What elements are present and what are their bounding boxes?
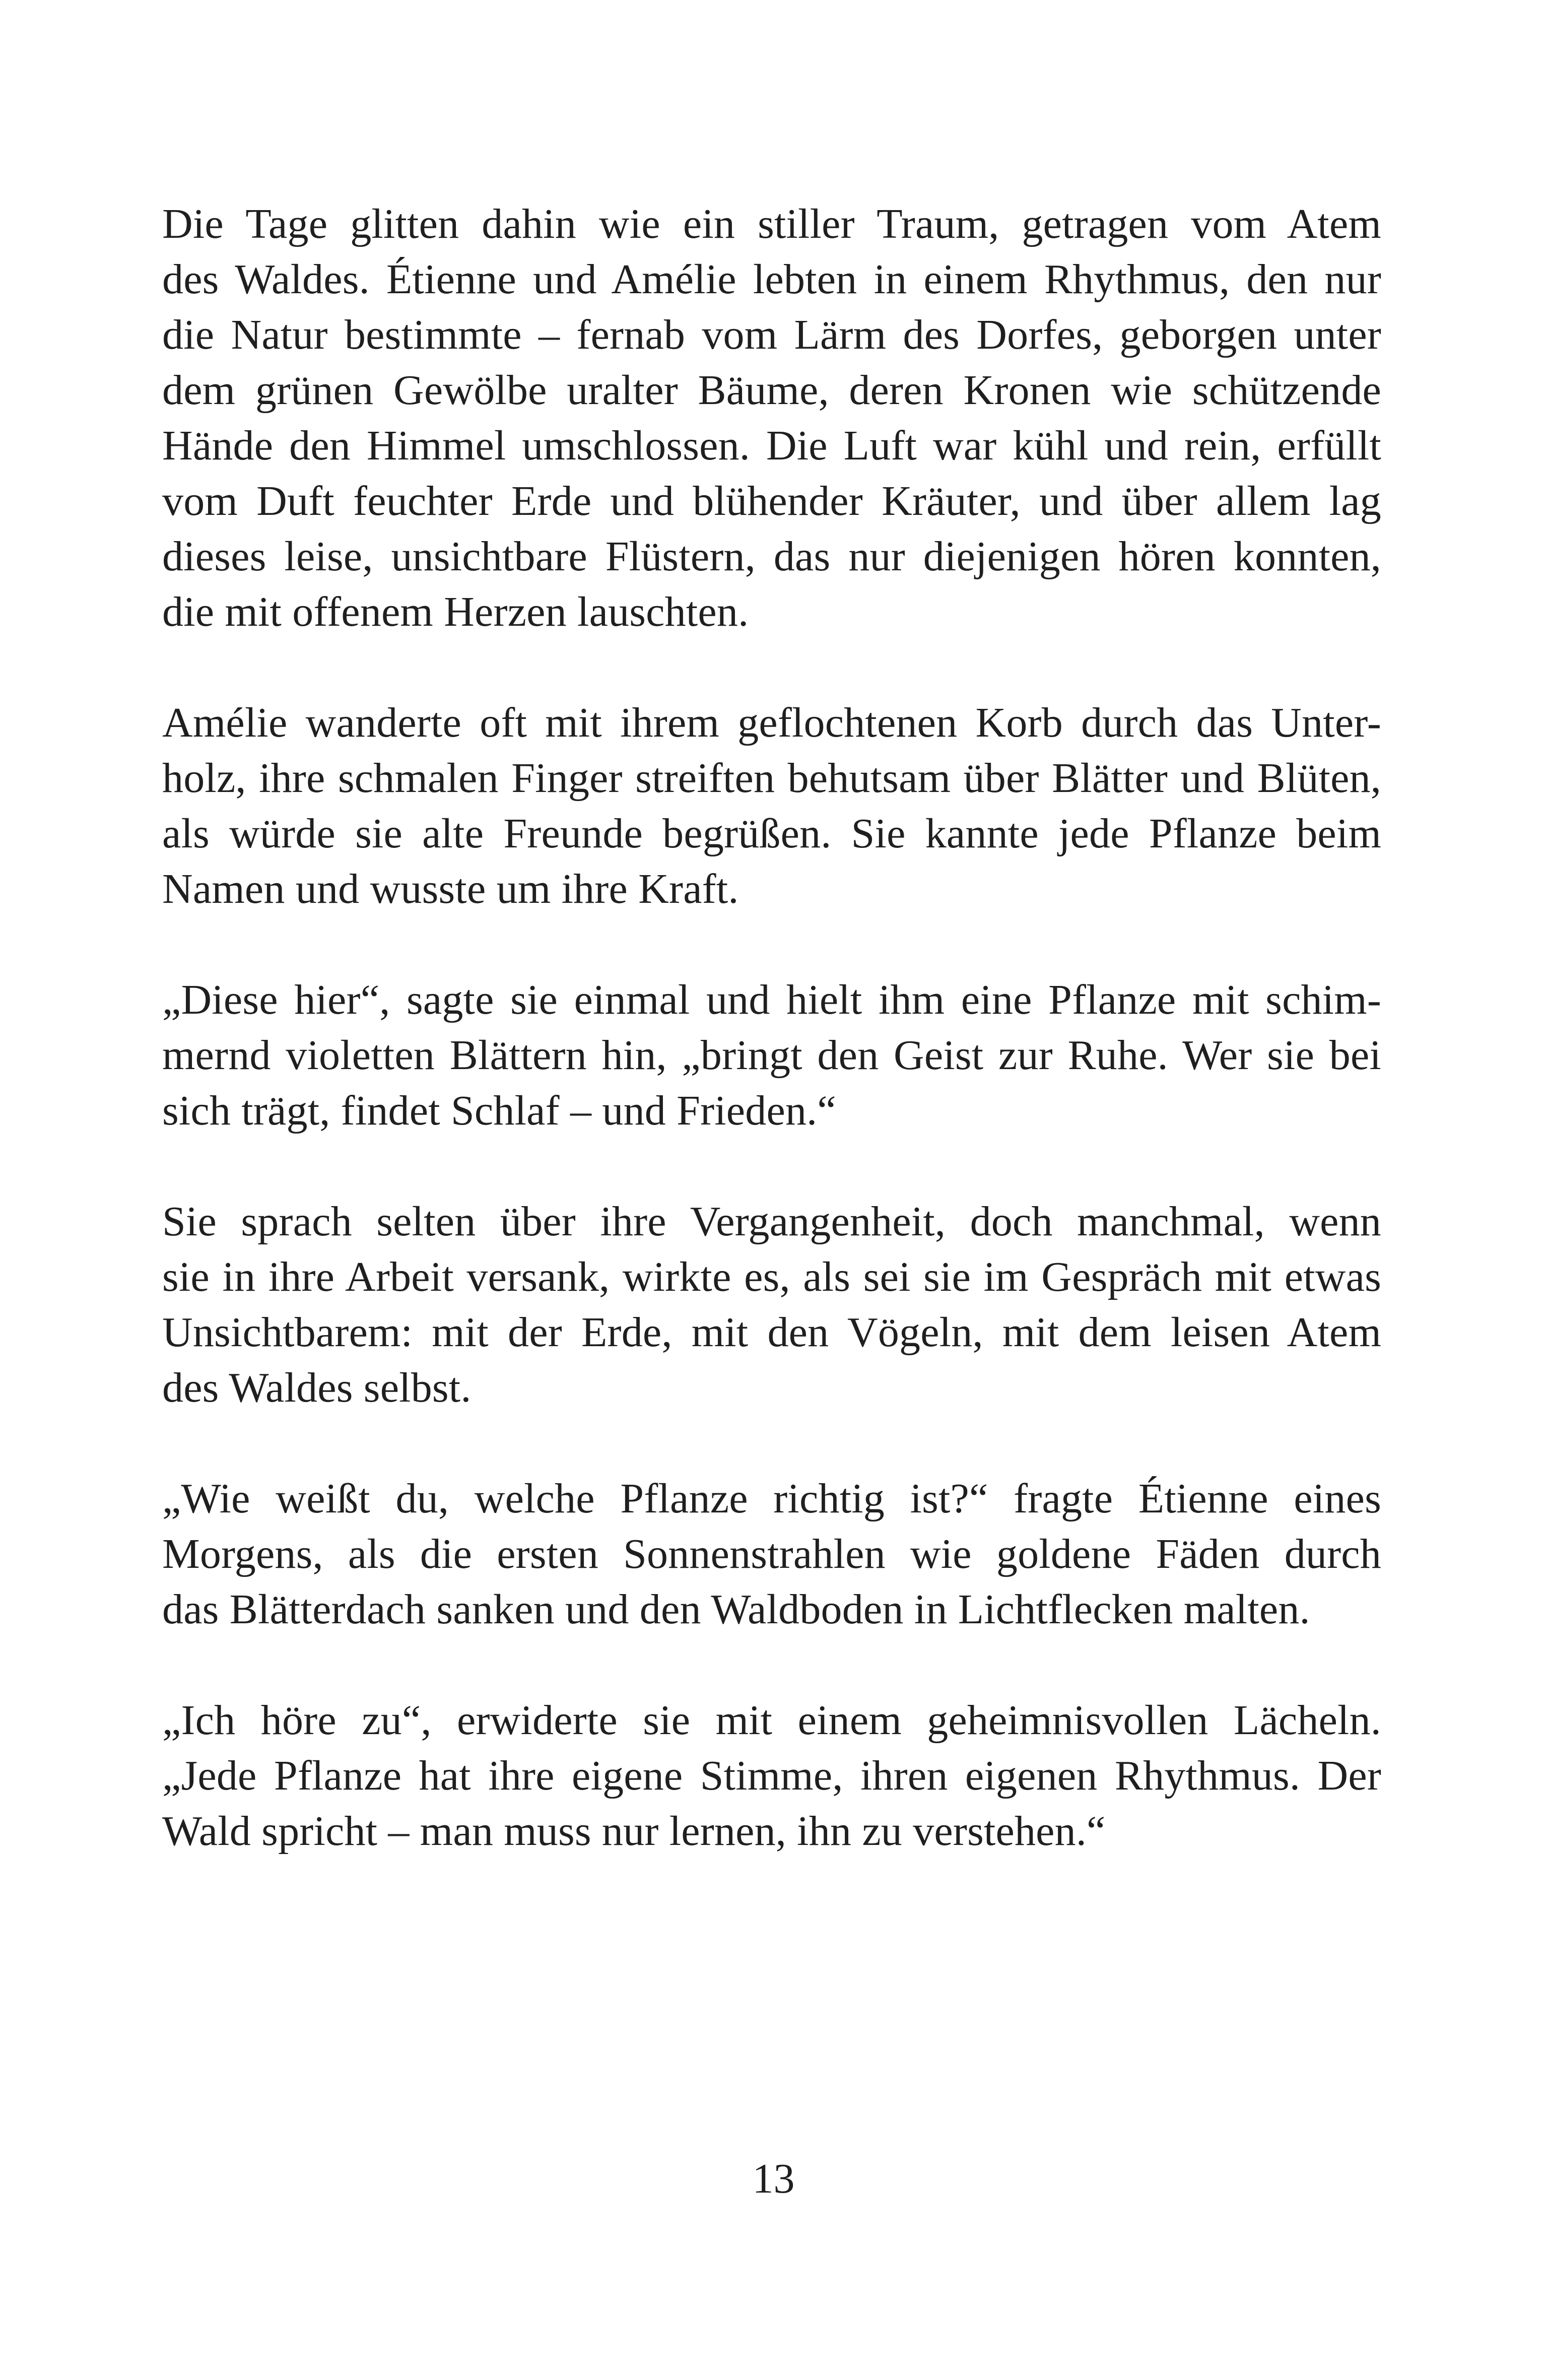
text-line: das Blätterdach sanken und den Waldboden in Lichtflecken malten. bbox=[162, 1586, 1310, 1633]
text-line: sich trägt, findet Schlaf – und Frieden.“ bbox=[162, 1087, 836, 1134]
text-line: „Diese hier“, sagte sie einmal und hielt ihm eine Pflanze mit schim- bbox=[162, 976, 1381, 1023]
text-line: des Waldes. Étienne und Amélie lebten in einem Rhythmus, den nur bbox=[162, 256, 1381, 303]
text-line: die Natur bestimmte – fernab vom Lärm des Dorfes, geborgen unter bbox=[162, 311, 1381, 358]
text-line: Hände den Himmel umschlossen. Die Luft war kühl und rein, erfüllt bbox=[162, 422, 1381, 469]
paragraph-4 bbox=[162, 1194, 1381, 1416]
text-line: dem grünen Gewölbe uralter Bäume, deren Kronen wie schützende bbox=[162, 367, 1381, 414]
text-line: Morgens, als die ersten Sonnenstrahlen wie goldene Fäden durch bbox=[162, 1531, 1381, 1577]
text-line: vom Duft feuchter Erde und blühender Kräuter, und über allem lag bbox=[162, 478, 1381, 524]
text-line: „Wie weißt du, welche Pflanze richtig ist?“ fragte Étienne eines bbox=[162, 1475, 1381, 1522]
body-text bbox=[162, 196, 1381, 1859]
text-line: „Jede Pflanze hat ihre eigene Stimme, ihren eigenen Rhythmus. Der bbox=[162, 1752, 1381, 1799]
text-line: Namen und wusste um ihre Kraft. bbox=[162, 866, 739, 912]
text-line: dieses leise, unsichtbare Flüstern, das nur diejenigen hören konnten, bbox=[162, 533, 1381, 580]
paragraph-6 bbox=[162, 1693, 1381, 1859]
text-line: sie in ihre Arbeit versank, wirkte es, als sei sie im Gespräch mit etwas bbox=[162, 1253, 1381, 1300]
text-line: „Ich höre zu“, erwiderte sie mit einem geheimnisvollen Lächeln. bbox=[162, 1697, 1381, 1744]
paragraph-5 bbox=[162, 1471, 1381, 1637]
paragraph-1 bbox=[162, 196, 1381, 640]
text-line: Sie sprach selten über ihre Vergangenheit, doch manchmal, wenn bbox=[162, 1198, 1381, 1245]
text-line: Amélie wanderte oft mit ihrem geflochtenen Korb durch das Unter- bbox=[162, 699, 1381, 746]
page-number: 13 bbox=[752, 2155, 795, 2202]
text-line: Die Tage glitten dahin wie ein stiller Traum, getragen vom Atem bbox=[162, 201, 1381, 247]
paragraph-3 bbox=[162, 972, 1381, 1139]
text-line: die mit offenem Herzen lauschten. bbox=[162, 588, 749, 635]
text-line: Wald spricht – man muss nur lernen, ihn zu verstehen.“ bbox=[162, 1808, 1106, 1855]
text-line: Unsichtbarem: mit der Erde, mit den Vögeln, mit dem leisen Atem bbox=[162, 1309, 1381, 1356]
text-line: mernd violetten Blättern hin, „bringt den Geist zur Ruhe. Wer sie bei bbox=[162, 1032, 1381, 1079]
paragraph-2 bbox=[162, 695, 1381, 917]
text-line: holz, ihre schmalen Finger streiften behutsam über Blätter und Blüten, bbox=[162, 755, 1381, 802]
text-line: als würde sie alte Freunde begrüßen. Sie kannte jede Pflanze beim bbox=[162, 810, 1381, 857]
text-line: des Waldes selbst. bbox=[162, 1364, 472, 1411]
